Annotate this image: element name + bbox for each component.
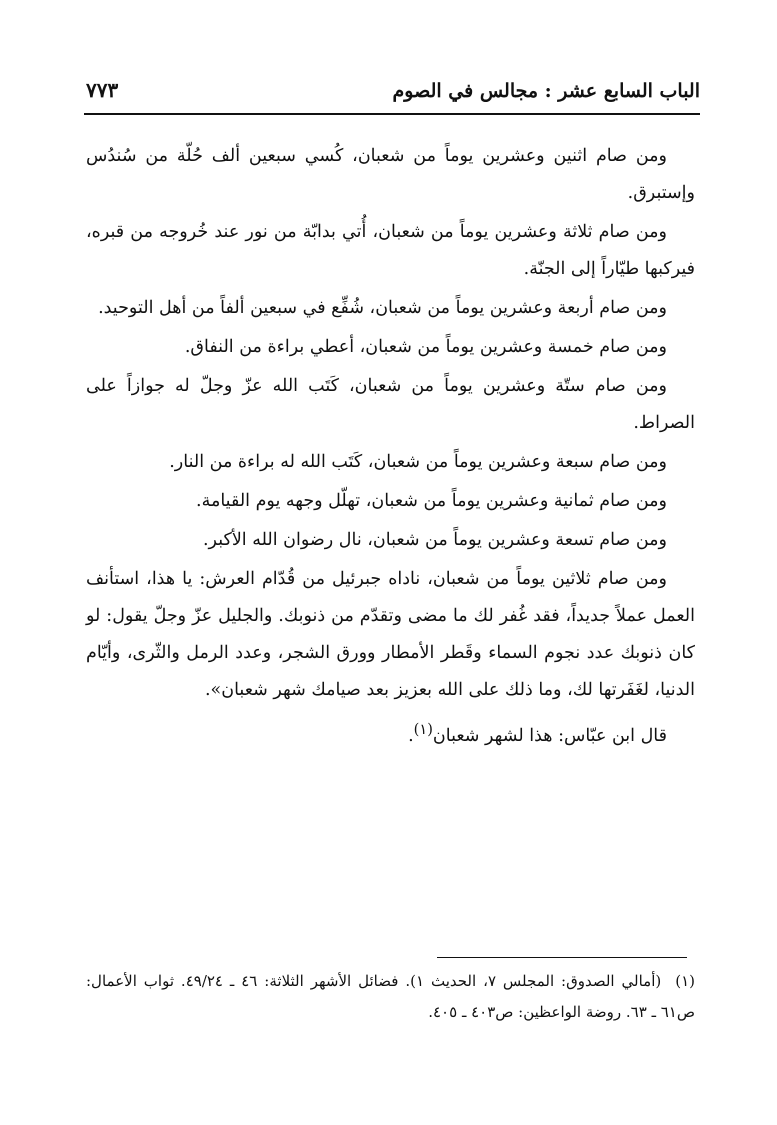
paragraph: ومن صام تسعة وعشرين يوماً من شعبان، نال رضوان الله الأكبر. [202,530,667,550]
paragraph: ومن صام اثنين وعشرين يوماً من شعبان، كُسي سبعين ألف حُلّة من سُندُس وإستبرق. [86,146,695,203]
paragraph: ومن صام ثمانية وعشرين يوماً من شعبان، تهلّل وجهه يوم القيامة. [196,491,667,511]
paragraph: ومن صام خمسة وعشرين يوماً من شعبان، أعطي براءة من النفاق. [184,337,667,357]
running-header [86,76,700,116]
paragraph: ومن صام ثلاثة وعشرين يوماً من شعبان، أُتي بدابّة من نور عند خُروجه من قبره، فيركبها طيّاراً إلى الجنّة. [86,222,695,279]
footnote-marker: (١) [675,972,695,990]
paragraph: ومن صام أربعة وعشرين يوماً من شعبان، شُفِّع في سبعين ألفاً من أهل التوحيد. [98,298,667,318]
footnote [86,966,695,1028]
closing-text: قال ابن عبّاس: هذا لشهر شعبان [432,725,667,746]
page-number: ٧٧٣ [86,78,119,102]
footnote-text: (أمالي الصدوق: المجلس ٧، الحديث ١). فضائل الأشهر الثلاثة: ٤٦ ـ ٤٩/٢٤. ثواب الأعمال: ص٦١ ـ ٦٣. روضة الواعظين: ص٤٠٣ ـ ٤٠٥. [86,972,695,1021]
closing-punct: . [408,725,414,746]
chapter-title: الباب السابع عشر : مجالس في الصوم [392,80,700,102]
main-text [86,138,695,757]
closing-paragraph [86,711,695,755]
paragraph: ومن صام ستّة وعشرين يوماً من شعبان، كَتَب الله عزّ وجلّ له جوازاً على الصراط. [86,376,695,433]
footnote-rule [437,957,687,958]
paragraph: ومن صام سبعة وعشرين يوماً من شعبان، كَتَب الله له براءة من النار. [169,452,667,472]
footnote-reference[interactable]: (١) [413,721,433,738]
paragraph: ومن صام ثلاثين يوماً من شعبان، ناداه جبرئيل من قُدّام العرش: يا هذا، استأنف العمل عملاً جديداً، فقد غُفر لك ما مضى وتقدّم من ذنوبك. والجليل عزّ وجلّ يقول: لو كان ذنوبك عدد نجوم السماء وقَطر الأمطار وورق الشجر، وعدد الرمل والثّرى، وأيّام الدنيا، لغَفَرتها لك، وما ذلك على الله بعزيز بعد صيامك شهر شعبان». [86,569,695,700]
header-rule [84,113,700,115]
